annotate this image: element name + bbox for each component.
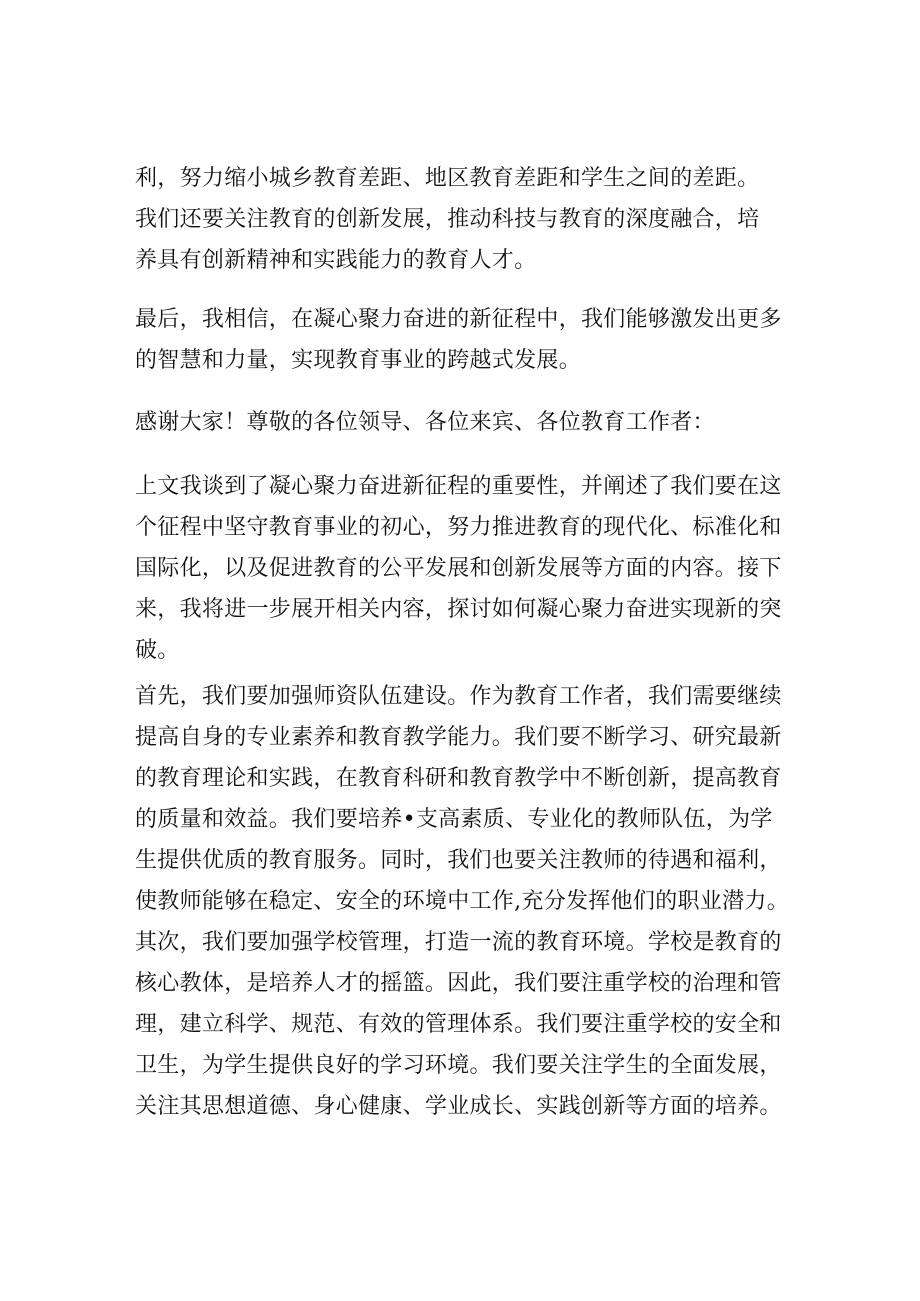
paragraph-line: 生提供优质的教育服务。同时，我们也要关注教师的待遇和福利，	[135, 848, 782, 873]
paragraph-line: 上文我谈到了凝心聚力奋进新征程的重要性，并阐述了我们要在这	[135, 474, 782, 499]
paragraph-3	[135, 402, 815, 443]
paragraph-4	[135, 466, 815, 671]
paragraph-line: 国际化，以及促进教育的公平发展和创新发展等方面的内容。接下	[135, 556, 782, 581]
paragraph-line: 我们还要关注教育的创新发展，推动科技与教育的深度融合，培	[135, 207, 760, 232]
paragraph-line: 核心教体，是培养人才的摇篮。因此，我们要注重学校的治理和管	[135, 971, 782, 996]
paragraph-line: 的教育理论和实践，在教育科研和教育教学中不断创新，提高教育	[135, 766, 782, 791]
paragraph-6	[135, 922, 815, 1127]
paragraph-line: 来，我将进一步展开相关内容，探讨如何凝心聚力奋进实现新的突	[135, 597, 782, 622]
paragraph-line: 其次，我们要加强学校管理，打造一流的教育环境。学校是教育的	[135, 930, 782, 955]
paragraph-line: 理，建立科学、规范、有效的管理体系。我们要注重学校的安全和	[135, 1012, 782, 1037]
paragraph-line: 最后，我相信，在凝心聚力奋进的新征程中，我们能够激发出更多	[135, 307, 782, 332]
paragraph-line: 感谢大家！尊敬的各位领导、各位来宾、各位教育工作者：	[135, 410, 715, 435]
paragraph-line: 个征程中坚守教育事业的初心，努力推进教育的现代化、标准化和	[135, 515, 782, 540]
paragraph-line: 卫生，为学生提供良好的学习环境。我们要关注学生的全面发展，	[135, 1053, 782, 1078]
paragraph-line: 破。	[135, 638, 180, 663]
paragraph-line: 的质量和效益。我们要培养•支高素质、专业化的教师队伍，为学	[135, 807, 773, 832]
paragraph-line: 利，努力缩小城乡教育差距、地区教育差距和学生之间的差距。	[135, 166, 760, 191]
paragraph-line: 使教师能够在稳定、安全的环境中工作,充分发挥他们的职业潜力。	[135, 889, 789, 914]
paragraph-line: 关注其思想道德、身心健康、学业成长、实践创新等方面的培养。	[135, 1094, 782, 1119]
paragraph-2	[135, 299, 815, 381]
paragraph-line: 首先，我们要加强师资队伍建设。作为教育工作者，我们需要继续	[135, 684, 782, 709]
paragraph-line: 提高自身的专业素养和教育教学能力。我们要不断学习、研究最新	[135, 725, 782, 750]
paragraph-line: 的智慧和力量，实现教育事业的跨越式发展。	[135, 348, 582, 373]
paragraph-line: 养具有创新精神和实践能力的教育人才。	[135, 248, 537, 273]
paragraph-5	[135, 676, 815, 922]
paragraph-1	[135, 158, 815, 281]
